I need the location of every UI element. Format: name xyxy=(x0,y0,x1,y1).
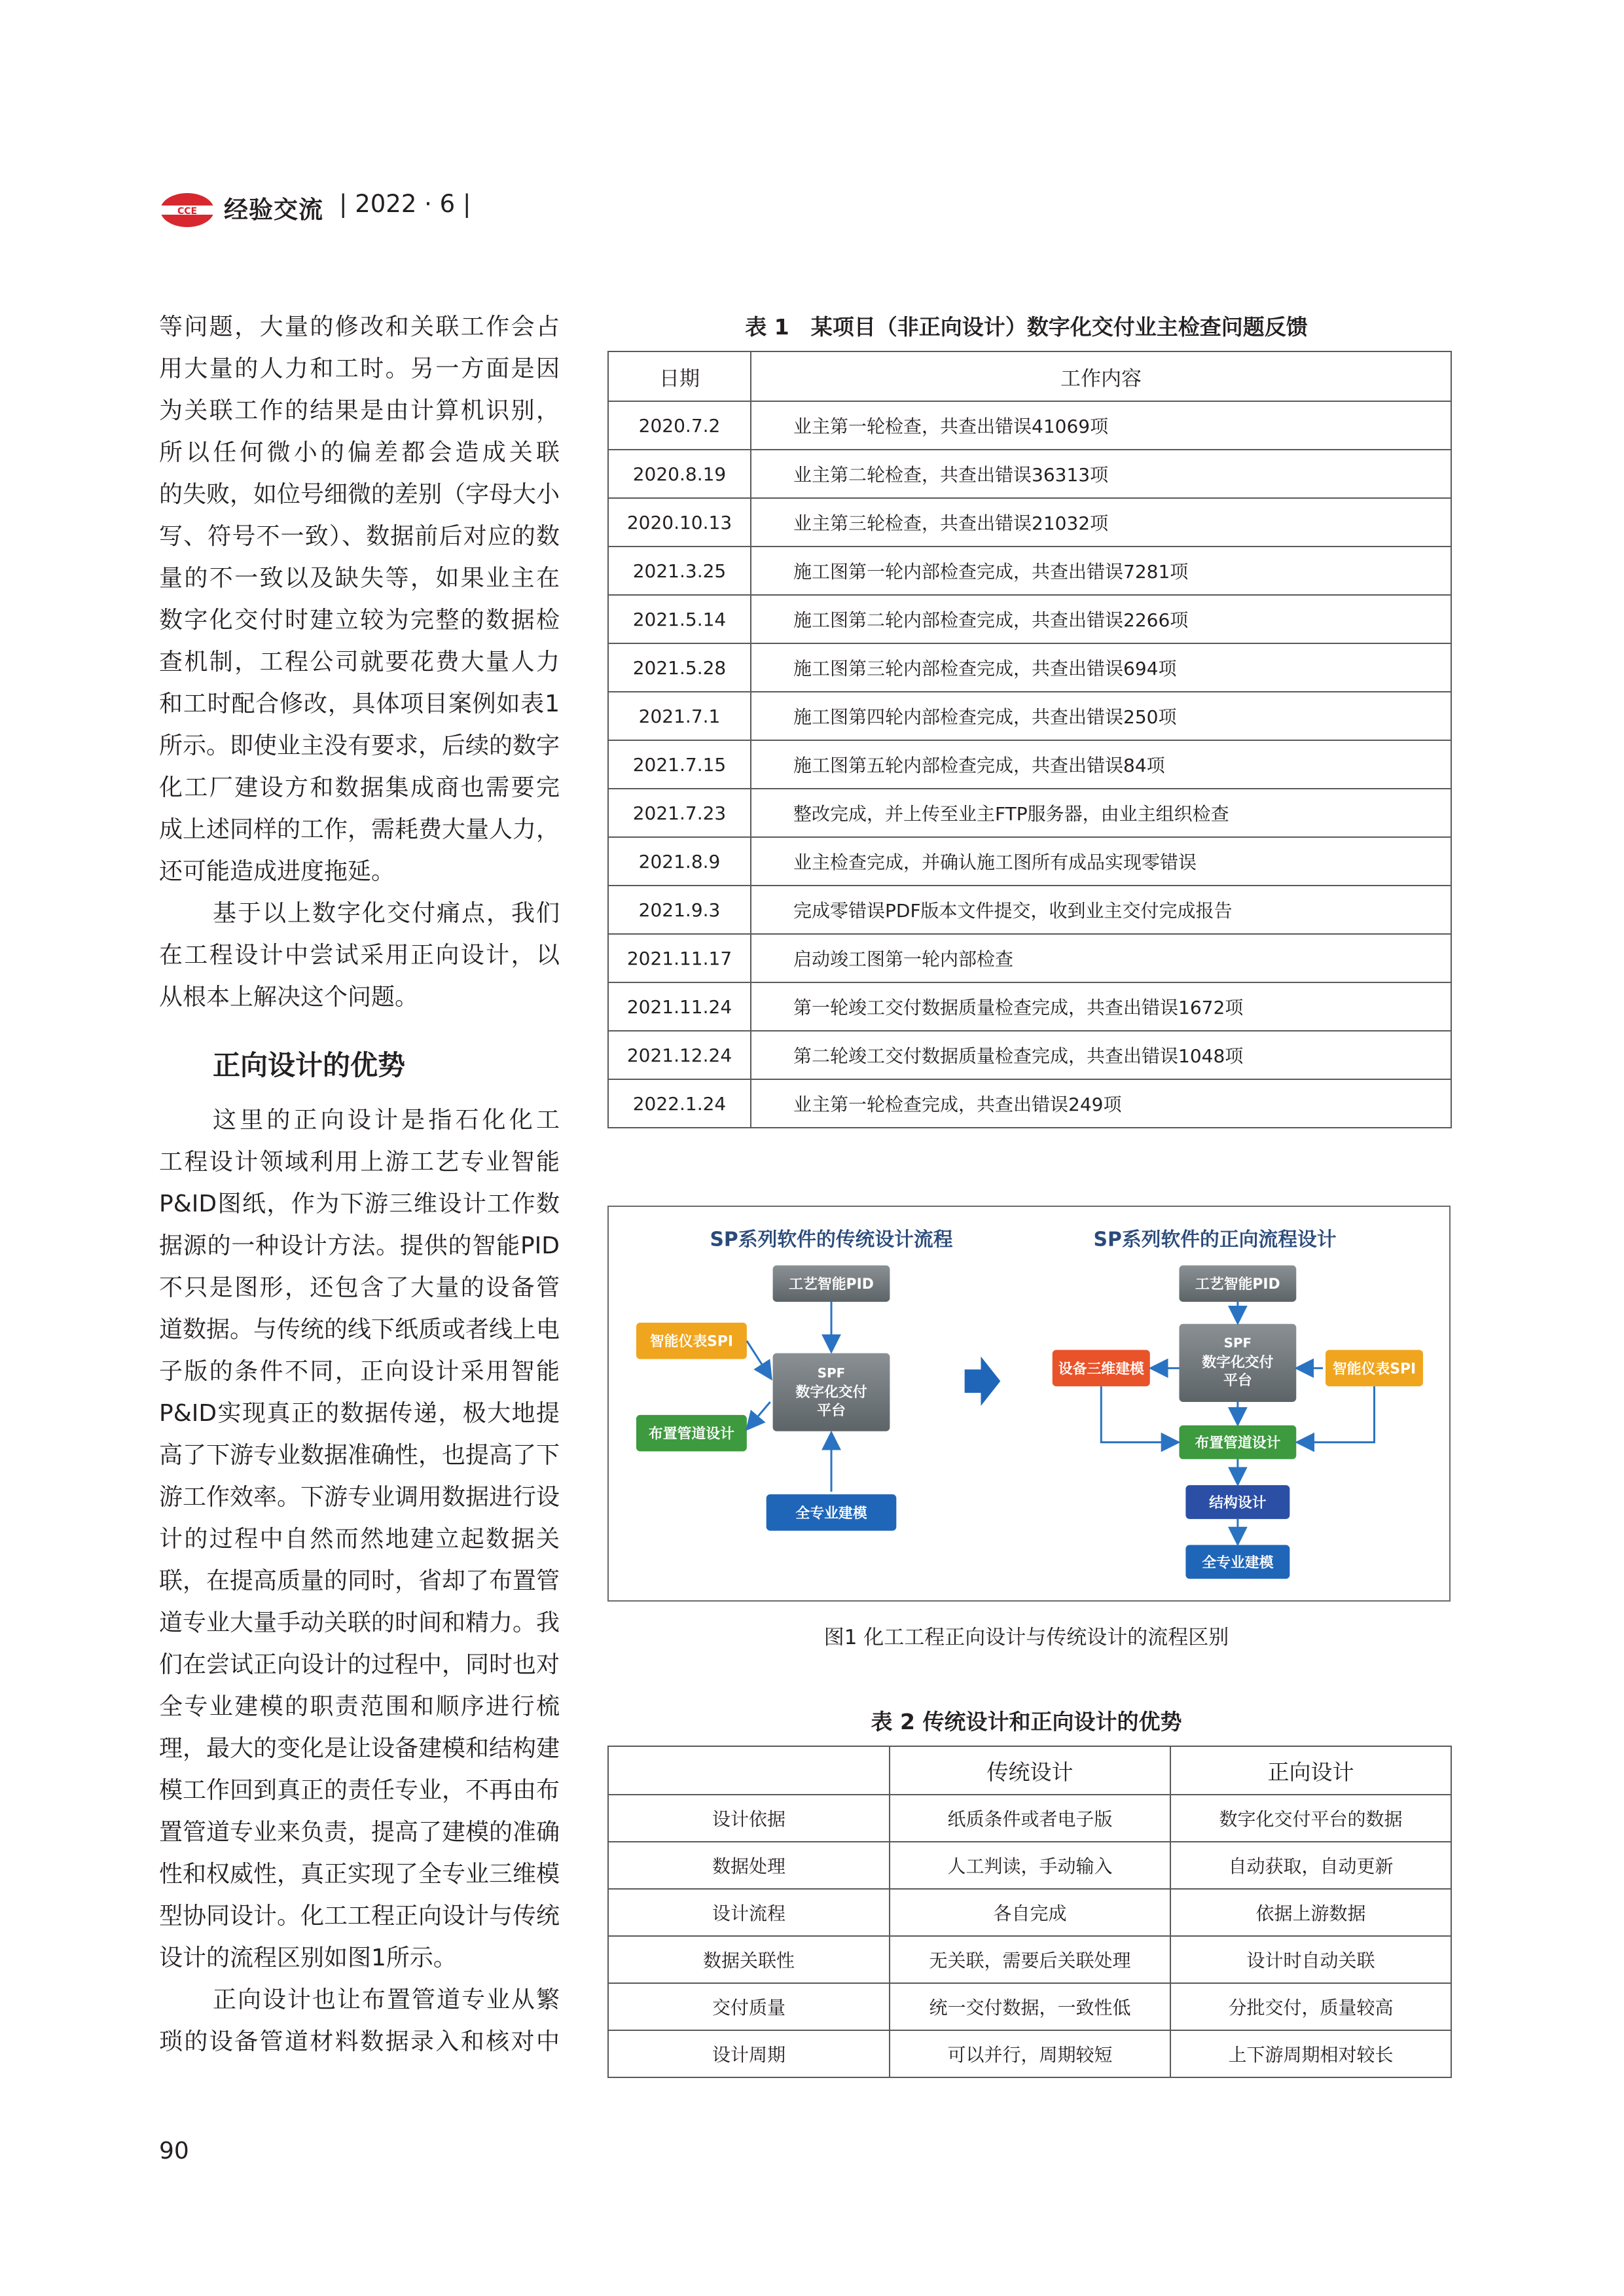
text-line: 计的过程中自然而然地建立起数据关 xyxy=(159,1526,560,1552)
table-cell: 可以并行，周期较短 xyxy=(890,2030,1170,2077)
table-cell: 完成零错误PDF版本文件提交，收到业主交付完成报告 xyxy=(751,886,1451,934)
table-row xyxy=(608,1031,1451,1079)
node-label: SPF xyxy=(1223,1335,1252,1351)
column-header-forward: 正向设计 xyxy=(1170,1746,1451,1795)
text-line: 全专业建模的职责范围和顺序进行梳 xyxy=(159,1693,560,1720)
table-row xyxy=(608,1079,1451,1128)
node-process-pid xyxy=(773,1265,890,1302)
table-cell: 2021.11.17 xyxy=(608,934,751,982)
journal-logo xyxy=(159,191,215,229)
text-line: 量的不一致以及缺失等，如果业主在 xyxy=(159,565,560,592)
table-cell: 设计时自动关联 xyxy=(1170,1936,1451,1983)
text-line: 化工厂建设方和数据集成商也需要完 xyxy=(159,774,560,801)
node-label: 数字化交付 xyxy=(795,1384,867,1401)
figure-1-flowchart xyxy=(607,1206,1451,1602)
table-row xyxy=(608,886,1451,934)
table-cell: 2021.12.24 xyxy=(608,1031,751,1079)
node-spf-platform-right xyxy=(1179,1324,1296,1402)
node-label: 工艺智能PID xyxy=(789,1276,874,1293)
table-cell: 2020.10.13 xyxy=(608,498,751,547)
table-cell: 施工图第二轮内部检查完成，共查出错误2266项 xyxy=(751,595,1451,643)
text-line: 游工作效率。下游专业调用数据进行设 xyxy=(159,1484,560,1511)
table-cell: 施工图第四轮内部检查完成，共查出错误250项 xyxy=(751,692,1451,740)
node-piping-design-right xyxy=(1179,1426,1296,1460)
node-process-pid-right xyxy=(1179,1265,1296,1302)
text-line: 据源的一种设计方法。提供的智能PID xyxy=(159,1232,560,1259)
column-header-content: 工作内容 xyxy=(751,351,1451,401)
text-line: 道数据。与传统的线下纸质或者线上电 xyxy=(159,1316,560,1343)
table-cell: 2021.8.9 xyxy=(608,837,751,886)
table-cell: 施工图第三轮内部检查完成，共查出错误694项 xyxy=(751,643,1451,692)
table-cell: 无关联，需要后关联处理 xyxy=(890,1936,1170,1983)
node-piping-design xyxy=(636,1415,747,1452)
column-header-traditional: 传统设计 xyxy=(890,1746,1170,1795)
logo-text: CCE xyxy=(177,206,198,217)
text-line: 查机制，工程公司就要花费大量人力 xyxy=(159,649,560,675)
right-diagram-title: SP系列软件的正向流程设计 xyxy=(1093,1228,1337,1251)
table1-caption: 表 1 某项目（非正向设计）数字化交付业主检查问题反馈 xyxy=(745,314,1308,340)
node-label: 平台 xyxy=(817,1402,846,1419)
table-cell: 人工判读，手动输入 xyxy=(890,1842,1170,1889)
text-line: 们在尝试正向设计的过程中，同时也对 xyxy=(159,1651,560,1678)
table-row xyxy=(608,595,1451,643)
node-equipment-model xyxy=(1053,1350,1150,1387)
text-line: 从根本上解决这个问题。 xyxy=(159,984,419,1011)
table-row xyxy=(608,692,1451,740)
table-cell: 2022.1.24 xyxy=(608,1079,751,1128)
node-label: 全专业建模 xyxy=(1202,1554,1274,1571)
table-row xyxy=(608,450,1451,498)
table-cell: 依据上游数据 xyxy=(1170,1889,1451,1936)
table-row xyxy=(608,837,1451,886)
table-cell: 各自完成 xyxy=(890,1889,1170,1936)
table1 xyxy=(607,351,1452,1128)
left-diagram-title: SP系列软件的传统设计流程 xyxy=(710,1228,953,1251)
text-line: 工程设计领域利用上游工艺专业智能 xyxy=(159,1149,560,1175)
section-title: 经验交流 xyxy=(224,196,323,224)
node-label: 数字化交付 xyxy=(1202,1354,1274,1371)
text-line: 子版的条件不同，正向设计采用智能 xyxy=(159,1358,560,1385)
text-line: 在工程设计中尝试采用正向设计，以 xyxy=(159,942,560,969)
text-line: 的失败，如位号细微的差别（字母大小 xyxy=(159,481,560,508)
text-line: 成上述同样的工作，需耗费大量人力， xyxy=(159,816,560,843)
table-cell: 数据处理 xyxy=(608,1842,890,1889)
table-cell: 2021.5.28 xyxy=(608,643,751,692)
text-line: 这里的正向设计是指石化化工 xyxy=(213,1107,560,1134)
node-label: 设备三维建模 xyxy=(1058,1361,1144,1378)
table2 xyxy=(607,1746,1452,2078)
section-heading: 正向设计的优势 xyxy=(213,1049,406,1081)
table2-caption: 表 2 传统设计和正向设计的优势 xyxy=(871,1709,1182,1734)
text-line: 正向设计也让布置管道专业从繁 xyxy=(213,1986,560,2013)
table-row xyxy=(608,1889,1451,1936)
text-line: 还可能造成进度拖延。 xyxy=(159,858,395,885)
table-cell: 2021.7.1 xyxy=(608,692,751,740)
table-cell: 2020.7.2 xyxy=(608,401,751,450)
table-row xyxy=(608,1795,1451,1842)
node-label: 平台 xyxy=(1223,1372,1252,1390)
text-line: 数字化交付时建立较为完整的数据检 xyxy=(159,607,560,634)
table-cell: 设计周期 xyxy=(608,2030,890,2077)
text-line: 联，在提高质量的同时，省却了布置管 xyxy=(159,1568,560,1594)
table-cell: 统一交付数据，一致性低 xyxy=(890,1983,1170,2030)
table-cell: 业主第三轮检查，共查出错误21032项 xyxy=(751,498,1451,547)
table-cell: 分批交付，质量较高 xyxy=(1170,1983,1451,2030)
table-cell: 2021.7.23 xyxy=(608,789,751,837)
text-line: 置管道专业来负责，提高了建模的准确 xyxy=(159,1819,560,1846)
table-cell: 施工图第五轮内部检查完成，共查出错误84项 xyxy=(751,740,1451,789)
paragraph-2 xyxy=(159,893,560,1018)
table-cell: 交付质量 xyxy=(608,1983,890,2030)
node-label: 结构设计 xyxy=(1209,1494,1267,1511)
table-row xyxy=(608,934,1451,982)
paragraph-3 xyxy=(159,1100,560,1979)
table-cell: 2021.9.3 xyxy=(608,886,751,934)
table-row xyxy=(608,401,1451,450)
table-cell: 设计流程 xyxy=(608,1889,890,1936)
node-label: 智能仪表SPI xyxy=(649,1333,734,1350)
table-header-row xyxy=(608,351,1451,401)
text-line: 用大量的人力和工时。另一方面是因 xyxy=(159,355,560,382)
column-header-date: 日期 xyxy=(608,351,751,401)
table-cell: 设计依据 xyxy=(608,1795,890,1842)
paragraph-1 xyxy=(159,306,560,893)
node-label: 全专业建模 xyxy=(795,1505,867,1522)
table-row xyxy=(608,643,1451,692)
table-cell: 2021.5.14 xyxy=(608,595,751,643)
page-number: 90 xyxy=(159,2138,189,2164)
table-row xyxy=(608,982,1451,1031)
table-cell: 业主第一轮检查完成，共查出错误249项 xyxy=(751,1079,1451,1128)
issue-number: | 2022 · 6 | xyxy=(339,190,471,218)
figure-caption: 图1 化工工程正向设计与传统设计的流程区别 xyxy=(823,1626,1229,1649)
table-row xyxy=(608,1936,1451,1983)
table-cell: 业主检查完成，并确认施工图所有成品实现零错误 xyxy=(751,837,1451,886)
table-cell: 启动竣工图第一轮内部检查 xyxy=(751,934,1451,982)
left-column xyxy=(159,306,560,2063)
table-cell: 2020.8.19 xyxy=(608,450,751,498)
text-line: 性和权威性，真正实现了全专业三维模 xyxy=(159,1861,560,1888)
table-row xyxy=(608,498,1451,547)
text-line: 为关联工作的结果是由计算机识别， xyxy=(159,397,560,424)
text-line: P&ID图纸，作为下游三维设计工作数 xyxy=(159,1191,560,1217)
table-row xyxy=(608,740,1451,789)
node-label: 工艺智能PID xyxy=(1195,1276,1280,1293)
table-cell: 纸质条件或者电子版 xyxy=(890,1795,1170,1842)
text-line: 模工作回到真正的责任专业，不再由布 xyxy=(159,1777,560,1804)
text-line: 所示。即使业主没有要求，后续的数字 xyxy=(159,732,560,759)
table-cell: 施工图第一轮内部检查完成，共查出错误7281项 xyxy=(751,547,1451,595)
table-row xyxy=(608,1842,1451,1889)
table-cell: 2021.7.15 xyxy=(608,740,751,789)
text-line: 等问题，大量的修改和关联工作会占 xyxy=(159,314,560,340)
table-row xyxy=(608,547,1451,595)
table-cell: 第二轮竣工交付数据质量检查完成，共查出错误1048项 xyxy=(751,1031,1451,1079)
node-label: 智能仪表SPI xyxy=(1332,1361,1416,1378)
text-line: 理，最大的变化是让设备建模和结构建 xyxy=(159,1735,560,1762)
table-cell: 整改完成，并上传至业主FTP服务器，由业主组织检查 xyxy=(751,789,1451,837)
table-row xyxy=(608,789,1451,837)
column-header-empty xyxy=(608,1746,890,1795)
table-cell: 业主第一轮检查，共查出错误41069项 xyxy=(751,401,1451,450)
text-line: 所以任何微小的偏差都会造成关联 xyxy=(159,439,560,466)
node-smart-instrument-right xyxy=(1326,1350,1423,1387)
text-line: 高了下游专业数据准确性，也提高了下 xyxy=(159,1442,560,1469)
table-cell: 业主第二轮检查，共查出错误36313项 xyxy=(751,450,1451,498)
text-line: 写、符号不一致）、数据前后对应的数 xyxy=(159,523,560,550)
table-cell: 2021.3.25 xyxy=(608,547,751,595)
text-line: 设计的流程区别如图1所示。 xyxy=(159,1945,457,1971)
text-line: 和工时配合修改，具体项目案例如表1 xyxy=(159,691,560,717)
table-row xyxy=(608,1983,1451,2030)
paragraph-4 xyxy=(159,1979,560,2063)
text-line: 型协同设计。化工工程正向设计与传统 xyxy=(159,1903,560,1929)
table-cell: 2021.11.24 xyxy=(608,982,751,1031)
node-label: SPF xyxy=(817,1365,846,1381)
node-label: 布置管道设计 xyxy=(1195,1435,1281,1452)
text-line: 琐的设备管道材料数据录入和核对中 xyxy=(159,2028,560,2055)
table-header-row xyxy=(608,1746,1451,1795)
text-line: 不只是图形，还包含了大量的设备管 xyxy=(159,1274,560,1301)
table-cell: 数据关联性 xyxy=(608,1936,890,1983)
table-cell: 上下游周期相对较长 xyxy=(1170,2030,1451,2077)
table-cell: 数字化交付平台的数据 xyxy=(1170,1795,1451,1842)
node-spf-platform xyxy=(773,1354,890,1431)
node-full-model-right xyxy=(1185,1545,1290,1579)
node-smart-instrument xyxy=(636,1323,747,1359)
node-label: 布置管道设计 xyxy=(648,1426,734,1443)
node-structure-design xyxy=(1185,1485,1290,1519)
text-line: 基于以上数字化交付痛点，我们 xyxy=(213,900,560,927)
text-line: 道专业大量手动关联的时间和精力。我 xyxy=(159,1609,560,1636)
table-cell: 第一轮竣工交付数据质量检查完成，共查出错误1672项 xyxy=(751,982,1451,1031)
table-cell: 自动获取，自动更新 xyxy=(1170,1842,1451,1889)
table-row xyxy=(608,2030,1451,2077)
node-full-model xyxy=(767,1494,897,1531)
text-line: P&ID实现真正的数据传递，极大地提 xyxy=(159,1400,560,1427)
